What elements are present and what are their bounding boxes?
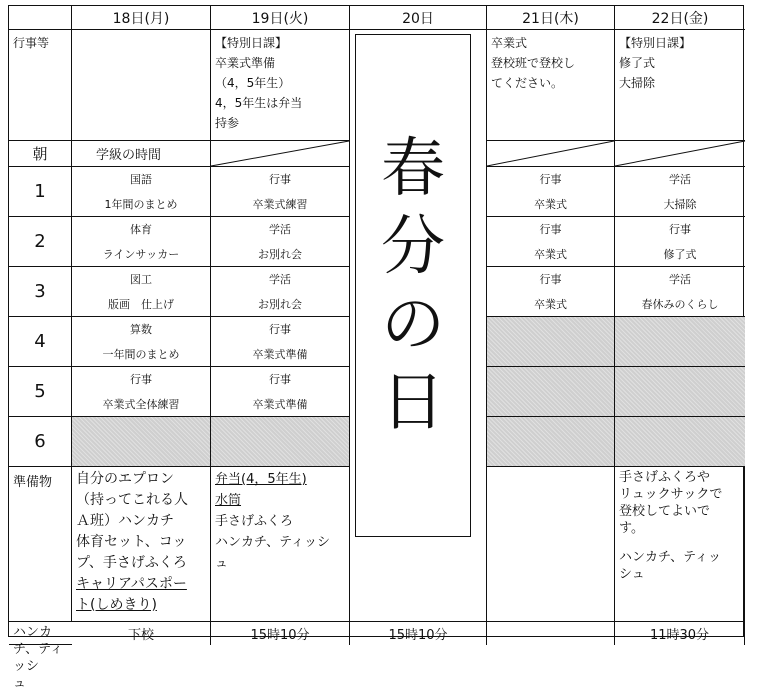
subject: 行事 [269, 323, 291, 337]
period5-fri-empty [615, 367, 745, 417]
holiday-char-4: 日 [381, 365, 445, 440]
period4-fri-empty [615, 317, 745, 367]
row-label-events: 行事等 [9, 30, 72, 141]
item-line: 手さげふくろ [215, 514, 294, 529]
items-tue [211, 467, 350, 622]
holiday-column [350, 30, 487, 622]
row-label-period-1: 1 [9, 167, 72, 217]
period1-fri [615, 167, 745, 217]
content: 1年間のまとめ [104, 197, 178, 211]
period2-fri [615, 217, 745, 267]
row-label-period-3: 3 [9, 267, 72, 317]
subject: 行事 [669, 223, 691, 237]
row-label-dismissal: 下校 [72, 622, 211, 645]
item-line: Ａ班）ハンカチ [76, 513, 174, 529]
content: 卒業式 [534, 197, 567, 211]
content: 卒業式準備 [252, 397, 308, 411]
period3-tue [211, 267, 350, 317]
subject: 学活 [669, 173, 691, 187]
weekly-schedule-table [8, 5, 744, 691]
content: 一年間のまとめ [102, 347, 180, 361]
item-line: （持ってこれる人 [76, 492, 188, 508]
item-line-underlined: キャリアパスポー [76, 576, 187, 592]
period3-mon [72, 267, 211, 317]
subject: 体育 [130, 223, 152, 237]
item-line: 体育セット、コッ [76, 534, 187, 550]
header-day-tue: 19日(火) [211, 6, 350, 30]
events-mon [72, 30, 211, 141]
item-line: プ、手さげふくろ [76, 555, 187, 571]
item-line: シュ [619, 567, 645, 582]
content: 修了式 [663, 247, 697, 261]
subject: 行事 [269, 373, 291, 387]
item-line-underlined: 弁当(4，5年生) [215, 472, 307, 487]
item-line-underlined: 水筒 [215, 493, 242, 508]
holiday-char-3: の [381, 287, 445, 362]
subject: 学活 [669, 273, 691, 287]
period2-mon [72, 217, 211, 267]
item-line: す。 [619, 521, 644, 536]
period3-thu [487, 267, 615, 317]
header-day-fri: 22日(金) [615, 6, 745, 30]
subject: 行事 [269, 173, 291, 187]
content: 大掃除 [663, 197, 697, 211]
item-line [619, 537, 740, 549]
period5-thu-empty [487, 367, 615, 417]
item-line: ュ [215, 556, 229, 571]
period6-thu-empty [487, 417, 615, 467]
content: お別れ会 [258, 247, 302, 261]
row-label-period-5: 5 [9, 367, 72, 417]
period5-mon [72, 367, 211, 417]
row-label-items: 準備物 [9, 467, 72, 622]
period6-mon-empty [72, 417, 211, 467]
item-line: ュ [13, 676, 27, 691]
morning-thu-slash [487, 141, 615, 167]
content: ラインサッカー [102, 247, 180, 261]
content: 春休みのくらし [641, 297, 719, 311]
content: お別れ会 [258, 297, 302, 311]
row-label-period-6: 6 [9, 417, 72, 467]
period6-fri-empty [615, 417, 745, 467]
subject: 行事 [539, 223, 562, 237]
period2-tue [211, 217, 350, 267]
events-tue: 【特別日課】 卒業式準備 （4，5年生） 4，5年生は弁当 持参 [211, 30, 350, 141]
period1-tue [211, 167, 350, 217]
period6-tue-empty [211, 417, 350, 467]
holiday-char-1: 春 [381, 131, 445, 206]
subject: 学活 [269, 273, 291, 287]
holiday-char-2: 分 [381, 209, 445, 284]
holiday-box [355, 34, 471, 537]
items-wed-empty [487, 467, 615, 622]
header-day-mon: 18日(月) [72, 6, 211, 30]
dismissal-tue: 15時10分 [350, 622, 487, 645]
subject: 算数 [130, 323, 152, 337]
morning-tue-slash [211, 141, 350, 167]
items-thu [615, 467, 745, 622]
period5-tue [211, 367, 350, 417]
subject: 行事 [130, 373, 152, 387]
content: 卒業式練習 [252, 197, 308, 211]
period2-thu [487, 217, 615, 267]
subject: 行事 [539, 273, 562, 287]
subject: 国語 [130, 173, 152, 187]
item-line: 登校してよいで [619, 504, 711, 519]
items-fri [9, 622, 72, 691]
header-day-thu: 21日(木) [487, 6, 615, 30]
item-line: ハンカチ、ティッシ [13, 625, 64, 674]
item-line: 手さげふくろや [619, 470, 711, 485]
row-label-period-2: 2 [9, 217, 72, 267]
period4-tue [211, 317, 350, 367]
morning-mon: 学級の時間 [72, 141, 211, 167]
row-label-morning: 朝 [9, 141, 72, 167]
events-fri: 【特別日課】 修了式 大掃除 [615, 30, 745, 141]
item-line: 自分のエプロン [76, 471, 174, 487]
items-mon [72, 467, 211, 622]
period1-mon [72, 167, 211, 217]
subject: 図工 [130, 273, 152, 287]
morning-fri-slash [615, 141, 745, 167]
row-label-period-4: 4 [9, 317, 72, 367]
dismissal-wed [487, 622, 615, 645]
header-day-wed: 20日 [350, 6, 487, 30]
subject: 学活 [269, 223, 291, 237]
content: 卒業式 [534, 247, 567, 261]
period4-mon [72, 317, 211, 367]
period3-fri [615, 267, 745, 317]
corner-cell [9, 6, 72, 30]
item-line: ハンカチ、ティッシ [215, 535, 331, 550]
item-line: ハンカチ、ティッ [619, 550, 722, 565]
content: 卒業式 [534, 297, 567, 311]
period4-thu-empty [487, 317, 615, 367]
content: 版画 仕上げ [108, 297, 174, 311]
item-line: リュックサックで [619, 487, 723, 502]
period1-thu [487, 167, 615, 217]
subject: 行事 [539, 173, 562, 187]
dismissal-mon: 15時10分 [211, 622, 350, 645]
item-line-underlined: ト(しめきり) [76, 597, 157, 613]
content: 卒業式準備 [252, 347, 308, 361]
dismissal-thu: 11時30分 [615, 622, 745, 645]
events-thu: 卒業式 登校班で登校し てください。 [487, 30, 615, 141]
content: 卒業式全体練習 [102, 397, 180, 411]
